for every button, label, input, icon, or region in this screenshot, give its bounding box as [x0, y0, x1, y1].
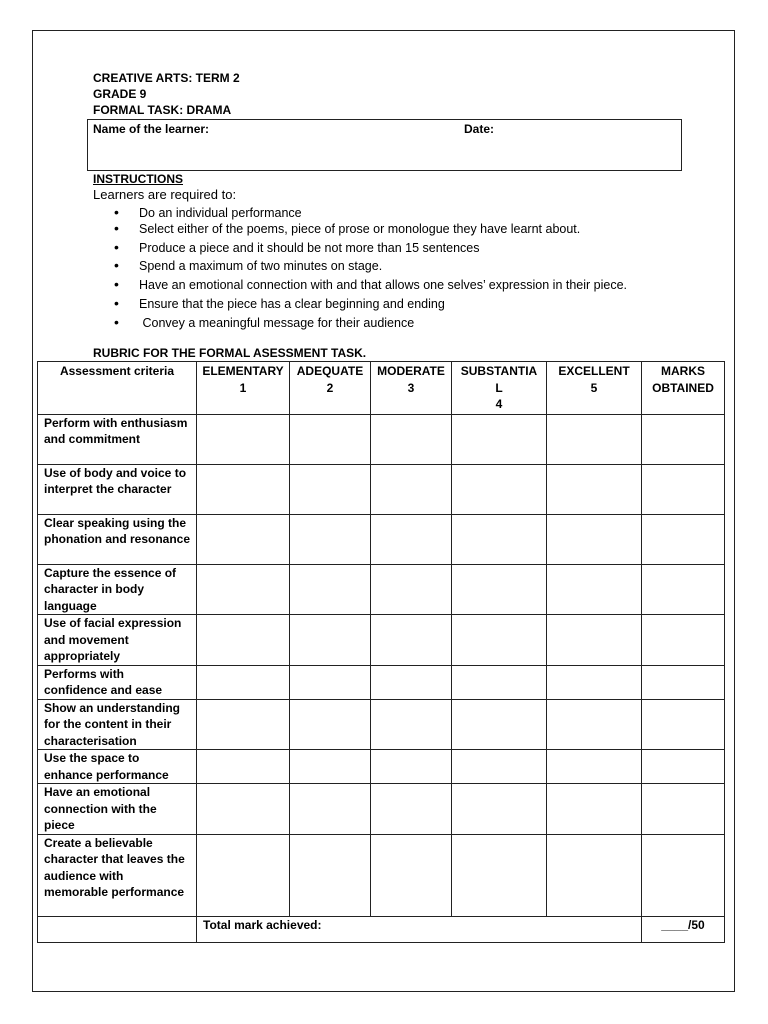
score-cell[interactable] [371, 665, 452, 699]
score-cell[interactable] [547, 464, 642, 514]
table-row [38, 564, 725, 615]
score-cell[interactable] [547, 564, 642, 615]
instruction-item: • Spend a maximum of two minutes on stage. [114, 257, 383, 273]
score-cell[interactable] [371, 564, 452, 615]
score-cell[interactable] [452, 414, 547, 464]
marks-cell[interactable] [642, 414, 725, 464]
instruction-item: • Do an individual performance [114, 204, 302, 220]
table-row [38, 699, 725, 750]
score-cell[interactable] [547, 514, 642, 564]
criterion-cell: Use of facial expression and movement appropriately [38, 615, 197, 666]
marks-cell[interactable] [642, 784, 725, 835]
learner-info-box[interactable] [87, 119, 682, 171]
table-row [38, 665, 725, 699]
criterion-cell: Perform with enthusiasm and commitment [38, 414, 197, 464]
column-header: SUBSTANTIA L 4 [452, 362, 547, 415]
learner-name-label: Name of the learner: [93, 122, 210, 136]
instructions-title: INSTRUCTIONS [93, 172, 183, 186]
table-row [38, 514, 725, 564]
score-cell[interactable] [290, 750, 371, 784]
score-cell[interactable] [290, 564, 371, 615]
score-cell[interactable] [371, 514, 452, 564]
marks-cell[interactable] [642, 699, 725, 750]
score-cell[interactable] [371, 615, 452, 666]
total-row [38, 916, 725, 942]
table-header-row [38, 362, 725, 415]
score-cell[interactable] [290, 464, 371, 514]
criterion-cell: Performs with confidence and ease [38, 665, 197, 699]
instruction-item: • Ensure that the piece has a clear beginning and ending [114, 295, 445, 311]
score-cell[interactable] [197, 414, 290, 464]
score-cell[interactable] [371, 784, 452, 835]
criterion-cell: Clear speaking using the phonation and resonance [38, 514, 197, 564]
score-cell[interactable] [452, 464, 547, 514]
marks-cell[interactable] [642, 564, 725, 615]
criterion-cell: Capture the essence of character in body language [38, 564, 197, 615]
score-cell[interactable] [547, 615, 642, 666]
marks-cell[interactable] [642, 464, 725, 514]
table-row [38, 615, 725, 666]
instruction-item: • Have an emotional connection with and that allows one selves’ expression in their piece. [114, 276, 628, 292]
instructions-intro: Learners are required to: [93, 187, 237, 202]
marks-cell[interactable] [642, 665, 725, 699]
score-cell[interactable] [547, 665, 642, 699]
score-cell[interactable] [197, 834, 290, 916]
score-cell[interactable] [290, 699, 371, 750]
criterion-cell: Use the space to enhance performance [38, 750, 197, 784]
score-cell[interactable] [197, 699, 290, 750]
bullet-icon: • [114, 239, 119, 255]
score-cell[interactable] [290, 615, 371, 666]
column-header: Assessment criteria [38, 362, 197, 415]
score-cell[interactable] [371, 834, 452, 916]
marks-cell[interactable] [642, 834, 725, 916]
column-header: MARKS OBTAINED [642, 362, 725, 415]
score-cell[interactable] [452, 514, 547, 564]
criterion-cell: Have an emotional connection with the piece [38, 784, 197, 835]
score-cell[interactable] [197, 750, 290, 784]
score-cell[interactable] [197, 615, 290, 666]
score-cell[interactable] [371, 464, 452, 514]
score-cell[interactable] [547, 834, 642, 916]
bullet-icon: • [114, 257, 119, 273]
instruction-item: • Convey a meaningful message for their audience [114, 314, 415, 330]
bullet-icon: • [114, 314, 119, 330]
score-cell[interactable] [452, 665, 547, 699]
score-cell[interactable] [371, 750, 452, 784]
bullet-icon: • [114, 276, 119, 292]
score-cell[interactable] [452, 834, 547, 916]
table-row [38, 750, 725, 784]
criterion-cell: Show an understanding for the content in their characterisation [38, 699, 197, 750]
score-cell[interactable] [290, 784, 371, 835]
score-cell[interactable] [197, 464, 290, 514]
column-header: ELEMENTARY 1 [197, 362, 290, 415]
empty-cell [38, 916, 197, 942]
date-label: Date: [464, 122, 495, 136]
marks-cell[interactable] [642, 615, 725, 666]
score-cell[interactable] [547, 414, 642, 464]
score-cell[interactable] [547, 699, 642, 750]
score-cell[interactable] [197, 514, 290, 564]
bullet-icon: • [114, 220, 119, 236]
score-cell[interactable] [452, 750, 547, 784]
rubric-table [37, 361, 725, 943]
score-cell[interactable] [290, 414, 371, 464]
criterion-cell: Create a believable character that leaves the audience with memorable performance [38, 834, 197, 916]
score-cell[interactable] [197, 564, 290, 615]
marks-cell[interactable] [642, 514, 725, 564]
table-row [38, 464, 725, 514]
subject-heading: CREATIVE ARTS: TERM 2 [93, 71, 240, 85]
total-mark-label: Total mark achieved: [197, 916, 642, 942]
criterion-cell: Use of body and voice to interpret the character [38, 464, 197, 514]
score-cell[interactable] [452, 784, 547, 835]
marks-cell[interactable] [642, 750, 725, 784]
bullet-icon: • [114, 204, 119, 220]
column-header: EXCELLENT 5 [547, 362, 642, 415]
column-header: ADEQUATE 2 [290, 362, 371, 415]
score-cell[interactable] [290, 514, 371, 564]
score-cell[interactable] [452, 699, 547, 750]
score-cell[interactable] [371, 414, 452, 464]
table-row [38, 414, 725, 464]
score-cell[interactable] [547, 750, 642, 784]
bullet-icon: • [114, 295, 119, 311]
rubric-title: RUBRIC FOR THE FORMAL ASESSMENT TASK. [93, 346, 367, 360]
task-heading: FORMAL TASK: DRAMA [93, 103, 232, 117]
score-cell[interactable] [197, 665, 290, 699]
score-cell[interactable] [452, 564, 547, 615]
score-cell[interactable] [290, 665, 371, 699]
score-cell[interactable] [547, 784, 642, 835]
column-header: MODERATE 3 [371, 362, 452, 415]
score-cell[interactable] [371, 699, 452, 750]
score-cell[interactable] [290, 834, 371, 916]
score-cell[interactable] [452, 615, 547, 666]
instruction-item: • Produce a piece and it should be not more than 15 sentences [114, 239, 480, 255]
table-row [38, 784, 725, 835]
grade-heading: GRADE 9 [93, 87, 147, 101]
score-cell[interactable] [197, 784, 290, 835]
total-mark-value[interactable]: ____/50 [642, 916, 725, 942]
instruction-item: • Select either of the poems, piece of prose or monologue they have learnt about. [114, 220, 581, 236]
table-row [38, 834, 725, 916]
